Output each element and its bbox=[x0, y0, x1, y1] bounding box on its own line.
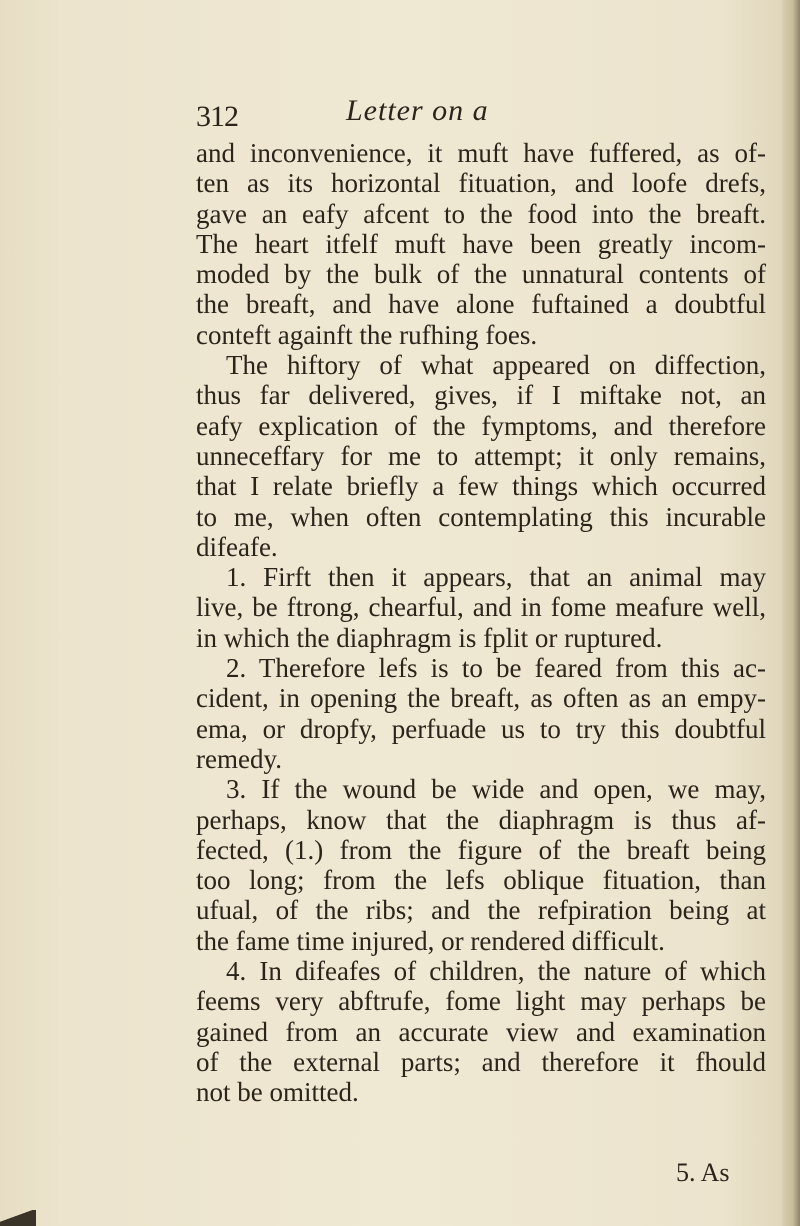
body-text bbox=[196, 138, 766, 1108]
text-line: eafy explication of the fymptoms, and therefore bbox=[196, 410, 766, 441]
text-line: in which the diaphragm is fplit or ruptured. bbox=[196, 622, 663, 653]
text-line: of the external parts; and therefore it fhould bbox=[196, 1046, 766, 1077]
text-line: feems very abftrufe, fome light may perhaps be bbox=[196, 986, 766, 1017]
text-line: 3. If the wound be wide and open, we may, bbox=[226, 774, 766, 805]
text-line: that I relate briefly a few things which occurred bbox=[196, 471, 766, 502]
text-line: gave an eafy afcent to the food into the breaft. bbox=[196, 198, 766, 229]
running-head: Letter on a bbox=[346, 94, 489, 127]
text-line: 4. In difeafes of children, the nature of which bbox=[226, 956, 766, 987]
page-header bbox=[196, 94, 616, 134]
page-number: 312 bbox=[196, 100, 238, 133]
text-line: too long; from the lefs oblique fituation, than bbox=[196, 865, 766, 896]
text-line: conteft againft the rufhing foes. bbox=[196, 319, 538, 350]
text-line: to me, when often contemplating this incurable bbox=[196, 501, 766, 532]
text-line: The hiftory of what appeared on diffection, bbox=[226, 350, 766, 381]
text-line: ufual, of the ribs; and the refpiration being at bbox=[196, 895, 766, 926]
text-line: not be omitted. bbox=[196, 1077, 359, 1108]
text-line: thus far delivered, gives, if I miftake not, an bbox=[196, 380, 766, 411]
text-line: moded by the bulk of the unnatural contents of bbox=[196, 259, 766, 290]
text-line: ten as its horizontal fituation, and loofe drefs, bbox=[196, 168, 766, 199]
text-line: the breaft, and have alone fuftained a doubtful bbox=[196, 289, 766, 320]
text-line: cident, in opening the breaft, as often as an empy- bbox=[196, 683, 766, 714]
text-line: 2. Therefore lefs is to be feared from this ac- bbox=[226, 653, 766, 684]
page-corner bbox=[0, 1210, 36, 1226]
text-line: 1. Firft then it appears, that an animal may bbox=[226, 562, 766, 593]
text-line: unneceffary for me to attempt; it only remains, bbox=[196, 440, 766, 471]
text-line: fected, (1.) from the figure of the breaft being bbox=[196, 834, 766, 865]
text-line: gained from an accurate view and examination bbox=[196, 1016, 766, 1047]
text-line: ema, or dropfy, perfuade us to try this doubtful bbox=[196, 713, 766, 744]
catchword: 5. As bbox=[676, 1158, 730, 1187]
text-line: perhaps, know that the diaphragm is thus af- bbox=[196, 804, 766, 835]
text-line: and inconvenience, it muft have fuffered, as of- bbox=[196, 138, 766, 168]
text-line: live, be ftrong, chearful, and in fome meafure well, bbox=[196, 592, 766, 623]
text-line: The heart itfelf muft have been greatly incom- bbox=[196, 228, 766, 259]
text-line: the fame time injured, or rendered difficult. bbox=[196, 925, 665, 956]
page-edge bbox=[782, 0, 800, 1226]
text-line: remedy. bbox=[196, 743, 282, 774]
text-line: difeafe. bbox=[196, 531, 278, 562]
